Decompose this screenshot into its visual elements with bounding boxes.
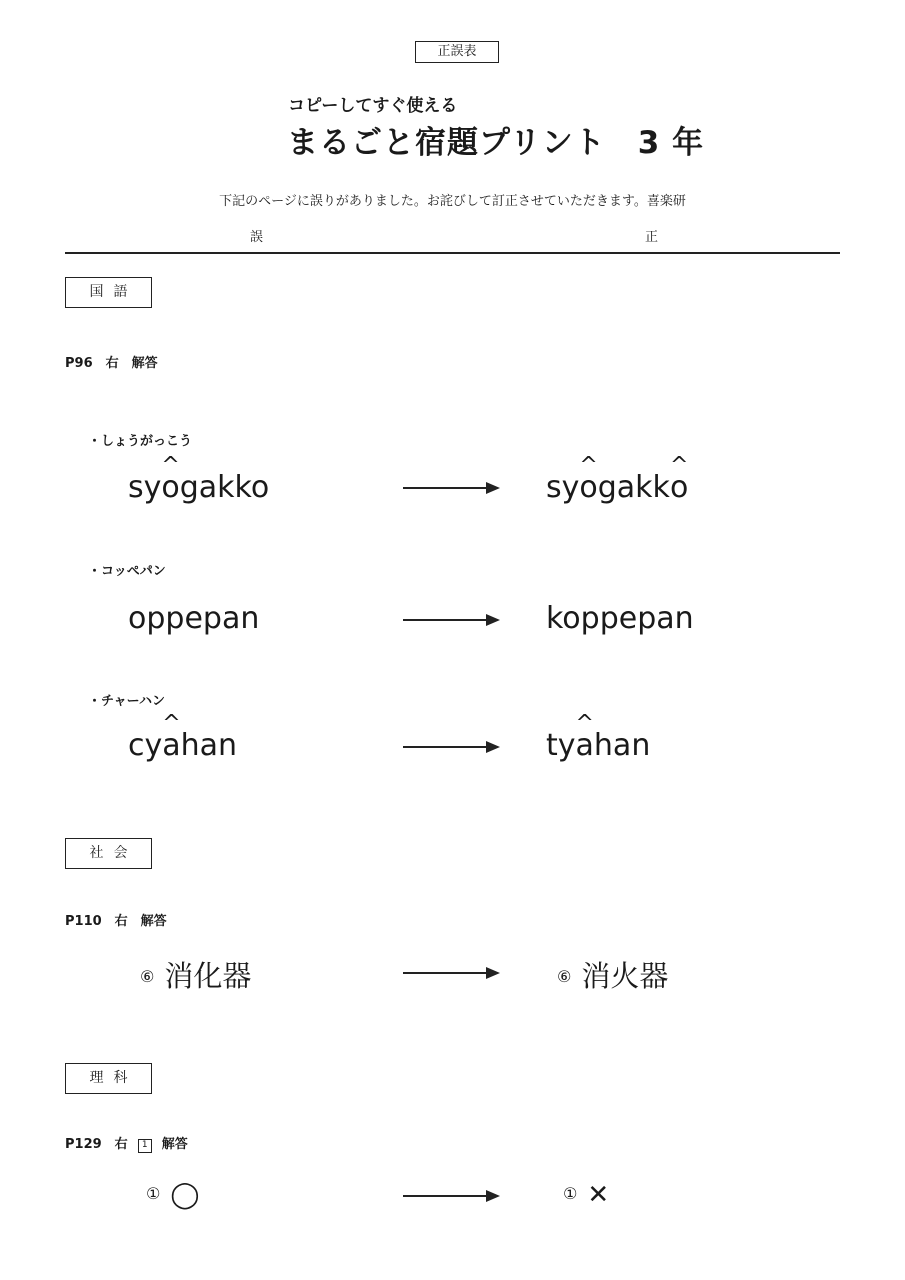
- wrong-rika-answer: ① ◯: [146, 1180, 200, 1210]
- arrow-right-icon: [403, 482, 500, 494]
- item-label-koppepan: ・コッペパン: [88, 564, 166, 579]
- wrong-shakai-answer: ⑥ 消化器: [140, 959, 252, 993]
- wrong-romaji-chaahan: cy^ ahan: [128, 728, 237, 763]
- wrong-romaji-shougakkou: sy^ ogakko: [128, 470, 269, 505]
- arrow-right-icon: [403, 967, 500, 979]
- column-header-wrong: 誤: [250, 230, 264, 245]
- correct-romaji-shougakkou: sy^ ogakk^ o: [546, 470, 688, 505]
- wrong-romaji-koppepan: oppepan: [128, 601, 260, 636]
- arrow-right-icon: [403, 614, 500, 626]
- page-title: まるごと宿題プリント 3 年: [287, 125, 705, 161]
- subtitle: コピーしてすぐ使える: [288, 96, 458, 116]
- kokugo-page-ref: P96 右 解答: [65, 356, 158, 371]
- circle-mark-icon: ◯: [170, 1180, 200, 1210]
- correct-rika-answer: ① ✕: [563, 1180, 610, 1210]
- rika-page-ref: P129 右 1 解答: [65, 1137, 188, 1152]
- correct-shakai-answer: ⑥ 消火器: [557, 959, 669, 993]
- item-label-shougakkou: ・しょうがっこう: [88, 434, 193, 449]
- section-kokugo: 国語: [65, 277, 152, 308]
- cross-mark-icon: ✕: [587, 1180, 610, 1210]
- arrow-right-icon: [403, 1190, 500, 1202]
- item-label-chaahan: ・チャーハン: [88, 694, 165, 709]
- shakai-page-ref: P110 右 解答: [65, 914, 167, 929]
- errata-badge: 正誤表: [415, 41, 499, 63]
- notice-text: 下記のページに誤りがありました。お詫びして訂正させていただきます。喜楽研: [219, 194, 686, 209]
- header-divider: [65, 252, 840, 254]
- section-shakai: 社会: [65, 838, 152, 869]
- question-number-box: 1: [138, 1139, 152, 1153]
- correct-romaji-koppepan: koppepan: [546, 601, 694, 636]
- section-rika: 理科: [65, 1063, 152, 1094]
- arrow-right-icon: [403, 741, 500, 753]
- column-header-correct: 正: [645, 230, 659, 245]
- correct-romaji-chaahan: ty^ ahan: [546, 728, 650, 763]
